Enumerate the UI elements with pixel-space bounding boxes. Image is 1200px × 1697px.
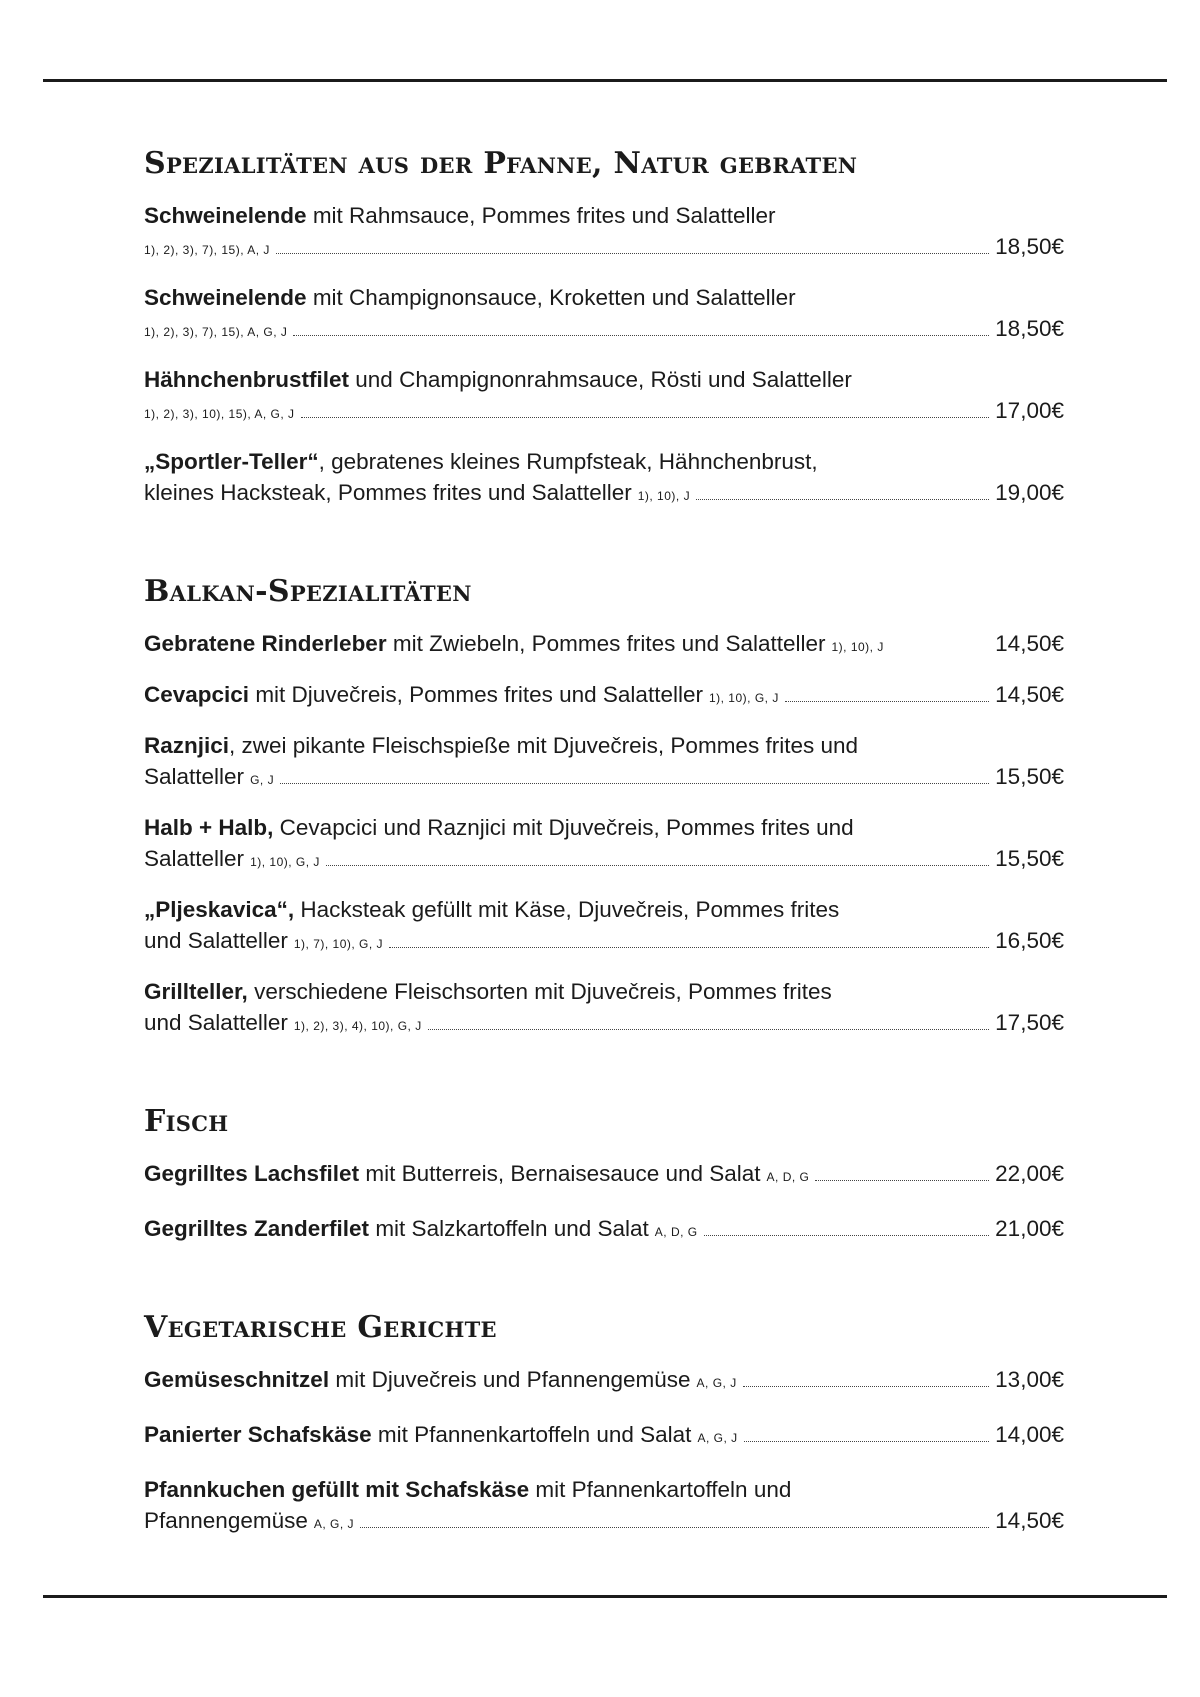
item-description-cont: Salatteller [144,846,245,871]
item-price: 15,50€ [995,846,1064,871]
dot-leader [293,335,989,336]
item-description: mit Zwiebeln, Pommes frites und Salatteller [386,631,826,656]
top-divider [43,79,1167,82]
dot-leader [428,1029,989,1030]
dot-leader [696,499,989,500]
item-description-cont: Pfannengemüse [144,1508,308,1533]
item-description: Cevapcici und Raznjici mit Djuvečreis, Pommes frites und [273,815,854,840]
section-fisch [144,1104,1064,1248]
item-allergens: 1), 10), J [637,489,691,503]
section-title: Balkan-Spezialitäten [144,574,472,609]
item-description: mit Butterreis, Bernaisesauce und Salat [359,1161,761,1186]
item-allergens: 1), 2), 3), 7), 15), A, J [144,243,270,257]
item-price: 18,50€ [995,316,1064,341]
item-description: mit Salzkartoffeln und Salat [369,1216,649,1241]
dot-leader [280,783,989,784]
menu-item [144,1364,1064,1399]
section-title: Vegetarische Gerichte [144,1310,497,1345]
item-allergens: 1), 10), G, J [250,855,320,869]
bottom-divider [43,1595,1167,1598]
menu-item [144,200,1064,266]
item-description: Hacksteak gefüllt mit Käse, Djuvečreis, Pommes frites [294,897,840,922]
item-price: 14,50€ [995,1508,1064,1533]
item-price: 21,00€ [995,1216,1064,1241]
menu-item [144,628,1064,663]
item-allergens: A, G, J [313,1517,355,1531]
menu-item [144,1213,1064,1248]
dot-leader [389,947,989,948]
item-description: verschiedene Fleischsorten mit Djuvečreis, Pommes frites [247,979,832,1004]
section-vegetarisch [144,1310,1064,1540]
menu-item [144,730,1064,796]
item-name: Gemüseschnitzel [144,1367,330,1392]
item-name: Schweinelende [144,203,307,228]
item-allergens: A, D, G [766,1170,810,1184]
menu-item [144,1474,1064,1540]
item-name: Gebratene Rinderleber [144,631,387,656]
section-pfanne [144,146,1064,512]
item-description: mit Djuvečreis und Pfannengemüse [329,1367,691,1392]
item-price: 14,50€ [995,682,1064,707]
item-allergens: 1), 2), 3), 7), 15), A, G, J [144,325,288,339]
menu-content [144,146,1064,1602]
dot-leader [704,1235,990,1236]
dot-leader [743,1386,989,1387]
item-name: Schweinelende [144,285,307,310]
item-description: , zwei pikante Fleischspieße mit Djuvečreis, Pommes frites und [229,733,858,758]
menu-item [144,446,1064,512]
dot-leader [326,865,989,866]
section-title: Fisch [144,1104,229,1139]
item-description: mit Rahmsauce, Pommes frites und Salatteller [306,203,776,228]
item-name: Pfannkuchen gefüllt mit Schafskäse [144,1477,530,1502]
item-description-cont: und Salatteller [144,928,288,953]
item-price: 15,50€ [995,764,1064,789]
item-name: Raznjici [144,733,230,758]
item-description: mit Djuvečreis, Pommes frites und Salatteller [249,682,703,707]
menu-item [144,282,1064,348]
item-price: 17,50€ [995,1010,1064,1035]
item-name: „Pljeskavica“, [144,897,295,922]
item-allergens: 1), 2), 3), 10), 15), A, G, J [144,407,295,421]
item-name: Panierter Schafskäse [144,1422,372,1447]
item-price: 16,50€ [995,928,1064,953]
item-price: 17,00€ [995,398,1064,423]
item-name: Gegrilltes Lachsfilet [144,1161,360,1186]
item-name: Grillteller, [144,979,248,1004]
menu-item [144,976,1064,1042]
dot-leader [360,1527,989,1528]
item-allergens: A, D, G [654,1225,698,1239]
item-allergens: 1), 10), J [831,640,884,654]
menu-item [144,364,1064,430]
dot-leader [785,701,989,702]
item-allergens: 1), 2), 3), 4), 10), G, J [293,1019,422,1033]
section-title: Spezialitäten aus der Pfanne, Natur gebraten [144,146,858,181]
item-price: 13,00€ [995,1367,1064,1392]
dot-leader [815,1180,989,1181]
item-name: Hähnchenbrustfilet [144,367,350,392]
item-price: 14,50€ [995,631,1064,656]
item-allergens: A, G, J [696,1376,737,1390]
item-description: mit Champignonsauce, Kroketten und Salatteller [306,285,796,310]
item-description: mit Pfannenkartoffeln und [529,1477,792,1502]
item-description-cont: kleines Hacksteak, Pommes frites und Salatteller [144,480,632,505]
item-price: 18,50€ [995,234,1064,259]
menu-item [144,812,1064,878]
item-name: Cevapcici [144,682,250,707]
menu-item [144,1158,1064,1193]
dot-leader [301,417,990,418]
item-description: und Champignonrahmsauce, Rösti und Salatteller [349,367,852,392]
item-price: 19,00€ [995,480,1064,505]
menu-item [144,894,1064,960]
item-allergens: G, J [250,773,275,787]
menu-item [144,679,1064,714]
item-description-cont: und Salatteller [144,1010,288,1035]
item-price: 14,00€ [995,1422,1064,1447]
item-name: Gegrilltes Zanderfilet [144,1216,370,1241]
item-description: , gebratenes kleines Rumpfsteak, Hähnchenbrust, [318,449,818,474]
dot-leader [744,1441,990,1442]
item-name: „Sportler-Teller“ [144,449,319,474]
item-description-cont: Salatteller [144,764,245,789]
section-balkan [144,574,1064,1042]
item-allergens: 1), 10), G, J [708,691,779,705]
item-allergens: 1), 7), 10), G, J [293,937,384,951]
item-allergens: A, G, J [697,1431,738,1445]
item-name: Halb + Halb, [144,815,274,840]
dot-leader [276,253,989,254]
item-description: mit Pfannenkartoffeln und Salat [371,1422,692,1447]
menu-item [144,1419,1064,1454]
item-price: 22,00€ [995,1161,1064,1186]
